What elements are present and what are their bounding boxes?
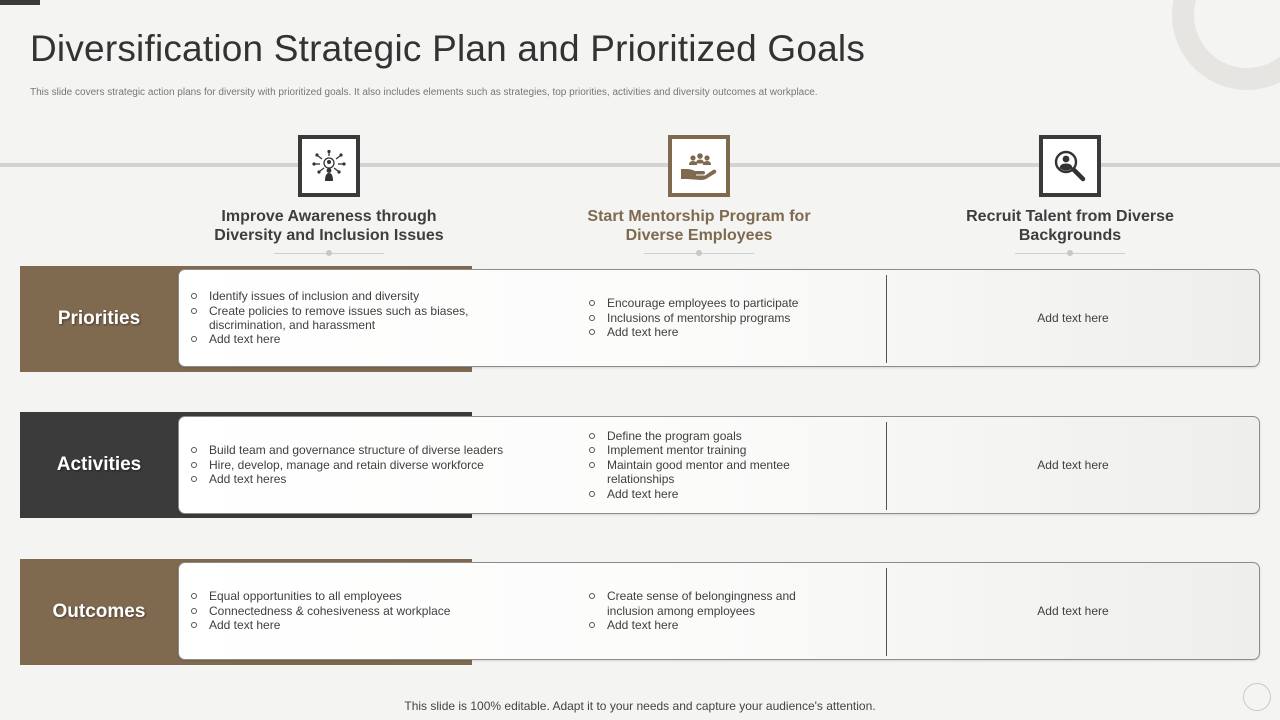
activities-recruit-cell: Add text here (1037, 458, 1109, 472)
row-activities-card (178, 416, 1260, 514)
list-item: Implement mentor training (588, 443, 803, 457)
activities-awareness-cell (190, 417, 520, 513)
footer-note: This slide is 100% editable. Adapt it to your needs and capture your audience's attention. (404, 699, 876, 713)
list-item: Create policies to remove issues such as biases, discrimination, and harassment (190, 304, 520, 333)
list-item: Build team and governance structure of diverse leaders (190, 443, 503, 457)
column-title-awareness: Improve Awareness through Diversity and Inclusion Issues (214, 208, 444, 244)
row-label-outcomes: Outcomes (52, 601, 146, 622)
list-item: Create sense of belongingness and inclusion among employees (588, 589, 803, 618)
hand-with-people-icon (668, 135, 730, 197)
corner-accent-bar (0, 0, 40, 5)
page-title: Diversification Strategic Plan and Prioritized Goals (30, 28, 866, 69)
activities-mentorship-cell (588, 417, 803, 513)
outcomes-recruit-cell: Add text here (1037, 604, 1109, 618)
list-item: Identify issues of inclusion and diversity (190, 289, 520, 303)
row-label-activities: Activities (56, 454, 142, 475)
priorities-recruit-cell: Add text here (1037, 311, 1109, 325)
column-header-mentorship (569, 135, 829, 254)
list-item: Encourage employees to participate (588, 296, 798, 310)
outcomes-awareness-cell (190, 563, 520, 659)
list-item: Add text here (588, 325, 798, 339)
list-item: Add text here (190, 618, 450, 632)
row-outcomes-card (178, 562, 1260, 660)
column-header-awareness (199, 135, 459, 254)
list-item: Hire, develop, manage and retain diverse workforce (190, 458, 503, 472)
list-item: Add text here (588, 487, 803, 501)
list-item: Add text here (588, 618, 803, 632)
list-item: Add text heres (190, 472, 503, 486)
outcomes-mentorship-cell (588, 563, 803, 659)
priorities-mentorship-cell (588, 270, 803, 366)
diversity-network-icon (298, 135, 360, 197)
page-subtitle: This slide covers strategic action plans for diversity with prioritized goals. It also includes elements such as strategies, top priorities, activities and diversity outcomes at workplace. (30, 87, 818, 98)
person-search-icon (1039, 135, 1101, 197)
row-label-priorities: Priorities (57, 308, 141, 329)
list-item: Add text here (190, 332, 520, 346)
list-item: Maintain good mentor and mentee relationships (588, 458, 803, 487)
priorities-awareness-cell (190, 270, 520, 366)
decorative-circle (1243, 683, 1271, 711)
list-item: Connectedness & cohesiveness at workplace (190, 604, 450, 618)
column-title-recruit: Recruit Talent from Diverse Backgrounds (966, 208, 1174, 244)
row-priorities-card (178, 269, 1260, 367)
decorative-ring (1172, 0, 1280, 90)
column-separator (644, 253, 754, 254)
column-separator (1015, 253, 1125, 254)
column-title-mentorship: Start Mentorship Program for Diverse Employees (587, 208, 811, 244)
list-item: Define the program goals (588, 429, 803, 443)
column-header-recruit (940, 135, 1200, 254)
column-separator (274, 253, 384, 254)
list-item: Inclusions of mentorship programs (588, 311, 798, 325)
list-item: Equal opportunities to all employees (190, 589, 450, 603)
